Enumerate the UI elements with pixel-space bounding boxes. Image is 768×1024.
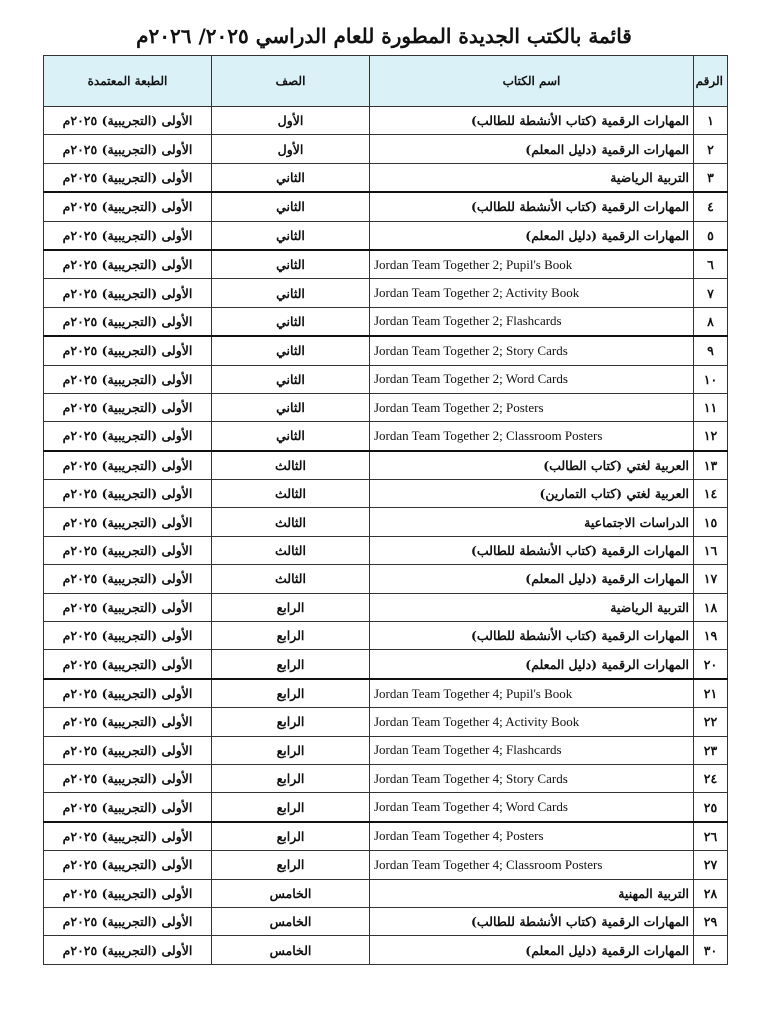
table-row bbox=[44, 393, 728, 421]
table-row bbox=[44, 793, 728, 822]
row-number: ٢٣ bbox=[694, 736, 728, 764]
table-row bbox=[44, 936, 728, 964]
row-book-name: Jordan Team Together 4; Pupil's Book bbox=[370, 679, 694, 708]
table-row bbox=[44, 135, 728, 163]
row-grade: الثاني bbox=[212, 221, 370, 250]
row-edition: الأولى (التجريبية) ٢٠٢٥م bbox=[44, 279, 212, 307]
table-row bbox=[44, 593, 728, 621]
row-book-name: Jordan Team Together 4; Posters bbox=[370, 822, 694, 851]
table-row bbox=[44, 764, 728, 792]
row-book-name: المهارات الرقمية (دليل المعلم) bbox=[370, 221, 694, 250]
row-number: ٣٠ bbox=[694, 936, 728, 964]
row-grade: الخامس bbox=[212, 879, 370, 907]
row-number: ٢٧ bbox=[694, 851, 728, 879]
table-row bbox=[44, 279, 728, 307]
table-row bbox=[44, 622, 728, 650]
row-number: ١ bbox=[694, 107, 728, 135]
header-edition: الطبعة المعتمدة bbox=[44, 56, 212, 107]
row-grade: الثاني bbox=[212, 393, 370, 421]
row-number: ٢٤ bbox=[694, 764, 728, 792]
row-number: ٦ bbox=[694, 250, 728, 279]
row-edition: الأولى (التجريبية) ٢٠٢٥م bbox=[44, 593, 212, 621]
row-grade: الثالث bbox=[212, 480, 370, 508]
row-number: ١٤ bbox=[694, 480, 728, 508]
row-grade: الرابع bbox=[212, 593, 370, 621]
row-grade: الثاني bbox=[212, 307, 370, 336]
table-row bbox=[44, 679, 728, 708]
row-grade: الثالث bbox=[212, 565, 370, 593]
row-book-name: Jordan Team Together 2; Pupil's Book bbox=[370, 250, 694, 279]
row-edition: الأولى (التجريبية) ٢٠٢٥م bbox=[44, 822, 212, 851]
row-number: ١٩ bbox=[694, 622, 728, 650]
row-grade: الرابع bbox=[212, 822, 370, 851]
row-edition: الأولى (التجريبية) ٢٠٢٥م bbox=[44, 107, 212, 135]
header-number: الرقم bbox=[694, 56, 728, 107]
row-grade: الثالث bbox=[212, 536, 370, 564]
row-edition: الأولى (التجريبية) ٢٠٢٥م bbox=[44, 336, 212, 365]
table-row bbox=[44, 451, 728, 480]
table-row bbox=[44, 163, 728, 192]
row-edition: الأولى (التجريبية) ٢٠٢٥م bbox=[44, 708, 212, 736]
row-book-name: Jordan Team Together 4; Activity Book bbox=[370, 708, 694, 736]
row-grade: الثاني bbox=[212, 365, 370, 393]
row-edition: الأولى (التجريبية) ٢٠٢٥م bbox=[44, 736, 212, 764]
table-header bbox=[44, 56, 728, 107]
row-book-name: Jordan Team Together 2; Flashcards bbox=[370, 307, 694, 336]
table-row bbox=[44, 336, 728, 365]
row-edition: الأولى (التجريبية) ٢٠٢٥م bbox=[44, 851, 212, 879]
row-grade: الأول bbox=[212, 107, 370, 135]
row-book-name: المهارات الرقمية (دليل المعلم) bbox=[370, 650, 694, 679]
row-number: ١١ bbox=[694, 393, 728, 421]
table-row bbox=[44, 879, 728, 907]
row-number: ٢٢ bbox=[694, 708, 728, 736]
row-book-name: Jordan Team Together 2; Activity Book bbox=[370, 279, 694, 307]
books-table bbox=[43, 55, 728, 965]
row-edition: الأولى (التجريبية) ٢٠٢٥م bbox=[44, 764, 212, 792]
row-book-name: التربية المهنية bbox=[370, 879, 694, 907]
table-row bbox=[44, 650, 728, 679]
row-edition: الأولى (التجريبية) ٢٠٢٥م bbox=[44, 936, 212, 964]
table-row bbox=[44, 250, 728, 279]
row-grade: الرابع bbox=[212, 851, 370, 879]
row-book-name: المهارات الرقمية (كتاب الأنشطة للطالب) bbox=[370, 907, 694, 935]
row-book-name: Jordan Team Together 2; Posters bbox=[370, 393, 694, 421]
row-grade: الرابع bbox=[212, 793, 370, 822]
row-number: ١٨ bbox=[694, 593, 728, 621]
row-edition: الأولى (التجريبية) ٢٠٢٥م bbox=[44, 536, 212, 564]
table-row bbox=[44, 480, 728, 508]
row-number: ٢٠ bbox=[694, 650, 728, 679]
row-number: ٢٩ bbox=[694, 907, 728, 935]
row-book-name: الدراسات الاجتماعية bbox=[370, 508, 694, 536]
row-book-name: Jordan Team Together 4; Flashcards bbox=[370, 736, 694, 764]
row-number: ١٠ bbox=[694, 365, 728, 393]
row-edition: الأولى (التجريبية) ٢٠٢٥م bbox=[44, 393, 212, 421]
row-grade: الخامس bbox=[212, 907, 370, 935]
row-grade: الرابع bbox=[212, 764, 370, 792]
row-book-name: التربية الرياضية bbox=[370, 163, 694, 192]
row-book-name: Jordan Team Together 2; Story Cards bbox=[370, 336, 694, 365]
row-edition: الأولى (التجريبية) ٢٠٢٥م bbox=[44, 679, 212, 708]
header-grade: الصف bbox=[212, 56, 370, 107]
row-grade: الرابع bbox=[212, 650, 370, 679]
row-grade: الرابع bbox=[212, 708, 370, 736]
row-grade: الثالث bbox=[212, 451, 370, 480]
row-edition: الأولى (التجريبية) ٢٠٢٥م bbox=[44, 163, 212, 192]
row-grade: الثاني bbox=[212, 250, 370, 279]
row-number: ٢ bbox=[694, 135, 728, 163]
row-number: ١٦ bbox=[694, 536, 728, 564]
row-number: ٧ bbox=[694, 279, 728, 307]
row-grade: الثاني bbox=[212, 163, 370, 192]
row-book-name: Jordan Team Together 4; Word Cards bbox=[370, 793, 694, 822]
row-grade: الثالث bbox=[212, 508, 370, 536]
row-edition: الأولى (التجريبية) ٢٠٢٥م bbox=[44, 135, 212, 163]
row-number: ٥ bbox=[694, 221, 728, 250]
row-grade: الخامس bbox=[212, 936, 370, 964]
row-book-name: Jordan Team Together 2; Word Cards bbox=[370, 365, 694, 393]
row-number: ٤ bbox=[694, 192, 728, 221]
table-row bbox=[44, 822, 728, 851]
table-row bbox=[44, 565, 728, 593]
row-number: ٢١ bbox=[694, 679, 728, 708]
row-book-name: المهارات الرقمية (دليل المعلم) bbox=[370, 135, 694, 163]
row-book-name: المهارات الرقمية (كتاب الأنشطة للطالب) bbox=[370, 622, 694, 650]
row-number: ١٧ bbox=[694, 565, 728, 593]
row-edition: الأولى (التجريبية) ٢٠٢٥م bbox=[44, 451, 212, 480]
row-edition: الأولى (التجريبية) ٢٠٢٥م bbox=[44, 365, 212, 393]
row-book-name: Jordan Team Together 4; Story Cards bbox=[370, 764, 694, 792]
table-row bbox=[44, 422, 728, 451]
row-book-name: العربية لغتي (كتاب التمارين) bbox=[370, 480, 694, 508]
row-book-name: Jordan Team Together 2; Classroom Posters bbox=[370, 422, 694, 451]
table-row bbox=[44, 536, 728, 564]
row-number: ٢٦ bbox=[694, 822, 728, 851]
row-grade: الرابع bbox=[212, 679, 370, 708]
row-number: ١٥ bbox=[694, 508, 728, 536]
table-row bbox=[44, 851, 728, 879]
table-row bbox=[44, 736, 728, 764]
row-book-name: المهارات الرقمية (كتاب الأنشطة للطالب) bbox=[370, 192, 694, 221]
row-book-name: التربية الرياضية bbox=[370, 593, 694, 621]
row-edition: الأولى (التجريبية) ٢٠٢٥م bbox=[44, 907, 212, 935]
row-edition: الأولى (التجريبية) ٢٠٢٥م bbox=[44, 307, 212, 336]
row-book-name: العربية لغتي (كتاب الطالب) bbox=[370, 451, 694, 480]
row-grade: الثاني bbox=[212, 336, 370, 365]
row-edition: الأولى (التجريبية) ٢٠٢٥م bbox=[44, 622, 212, 650]
row-grade: الأول bbox=[212, 135, 370, 163]
row-number: ١٣ bbox=[694, 451, 728, 480]
row-book-name: المهارات الرقمية (كتاب الأنشطة للطالب) bbox=[370, 107, 694, 135]
row-number: ٢٨ bbox=[694, 879, 728, 907]
row-grade: الرابع bbox=[212, 736, 370, 764]
row-edition: الأولى (التجريبية) ٢٠٢٥م bbox=[44, 508, 212, 536]
table-row bbox=[44, 307, 728, 336]
table-row bbox=[44, 107, 728, 135]
row-book-name: المهارات الرقمية (دليل المعلم) bbox=[370, 565, 694, 593]
row-book-name: المهارات الرقمية (كتاب الأنشطة للطالب) bbox=[370, 536, 694, 564]
row-edition: الأولى (التجريبية) ٢٠٢٥م bbox=[44, 221, 212, 250]
row-grade: الثاني bbox=[212, 279, 370, 307]
row-grade: الثاني bbox=[212, 422, 370, 451]
table-row bbox=[44, 365, 728, 393]
row-edition: الأولى (التجريبية) ٢٠٢٥م bbox=[44, 565, 212, 593]
row-number: ٣ bbox=[694, 163, 728, 192]
row-edition: الأولى (التجريبية) ٢٠٢٥م bbox=[44, 192, 212, 221]
row-number: ١٢ bbox=[694, 422, 728, 451]
row-edition: الأولى (التجريبية) ٢٠٢٥م bbox=[44, 793, 212, 822]
table-row bbox=[44, 907, 728, 935]
row-number: ٢٥ bbox=[694, 793, 728, 822]
row-grade: الرابع bbox=[212, 622, 370, 650]
table-body bbox=[44, 107, 728, 965]
page-title: قائمة بالكتب الجديدة المطورة للعام الدراسي ٢٠٢٥/ ٢٠٢٦م bbox=[136, 24, 632, 48]
row-number: ٩ bbox=[694, 336, 728, 365]
header-row bbox=[44, 56, 728, 107]
row-edition: الأولى (التجريبية) ٢٠٢٥م bbox=[44, 422, 212, 451]
row-edition: الأولى (التجريبية) ٢٠٢٥م bbox=[44, 879, 212, 907]
row-grade: الثاني bbox=[212, 192, 370, 221]
header-book-name: اسم الكتاب bbox=[370, 56, 694, 107]
row-edition: الأولى (التجريبية) ٢٠٢٥م bbox=[44, 480, 212, 508]
table-row bbox=[44, 221, 728, 250]
row-book-name: المهارات الرقمية (دليل المعلم) bbox=[370, 936, 694, 964]
table-row bbox=[44, 708, 728, 736]
table-row bbox=[44, 192, 728, 221]
table-row bbox=[44, 508, 728, 536]
row-number: ٨ bbox=[694, 307, 728, 336]
row-book-name: Jordan Team Together 4; Classroom Posters bbox=[370, 851, 694, 879]
row-edition: الأولى (التجريبية) ٢٠٢٥م bbox=[44, 250, 212, 279]
row-edition: الأولى (التجريبية) ٢٠٢٥م bbox=[44, 650, 212, 679]
